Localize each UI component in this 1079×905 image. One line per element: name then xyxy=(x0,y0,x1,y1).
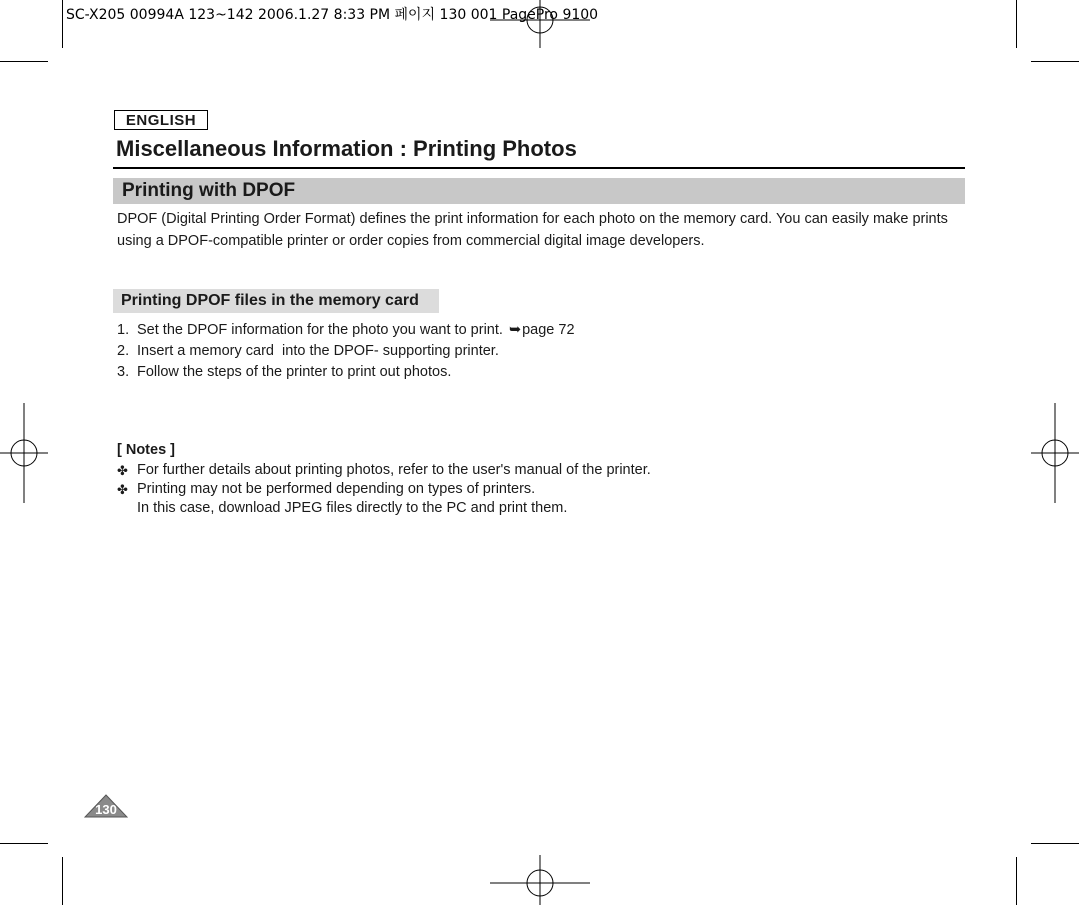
notes-heading: [ Notes ] xyxy=(117,442,175,458)
step-number: 1. xyxy=(117,322,130,338)
list-item xyxy=(117,362,575,383)
note-text: Printing may not be performed depending on types of printers. xyxy=(137,481,536,497)
page-number: 130 xyxy=(95,802,117,817)
list-item xyxy=(117,461,651,480)
crop-mark xyxy=(0,61,48,62)
cross-bullet-icon: ✤ xyxy=(117,482,128,497)
step-text: Follow the steps of the printer to print out photos. xyxy=(137,364,452,380)
registration-mark-icon xyxy=(0,403,48,503)
arrow-right-icon: ➥ xyxy=(508,322,522,338)
crop-mark xyxy=(1016,0,1017,48)
list-item xyxy=(117,320,575,341)
cross-bullet-icon: ✤ xyxy=(117,463,128,478)
crop-mark xyxy=(62,0,63,48)
steps-list xyxy=(117,320,575,383)
registration-mark-icon xyxy=(1031,403,1079,503)
crop-mark xyxy=(0,843,48,844)
list-item xyxy=(117,341,575,362)
note-text: For further details about printing photos, refer to the user's manual of the printer. xyxy=(137,462,651,478)
page-reference: page 72 xyxy=(522,322,575,338)
step-text: Insert a memory card into the DPOF- supporting printer. xyxy=(137,343,499,359)
step-number: 3. xyxy=(117,364,130,380)
section-title: Printing with DPOF xyxy=(122,180,296,201)
subsection-title: Printing DPOF files in the memory card xyxy=(121,292,419,309)
registration-mark-icon xyxy=(490,855,590,905)
crop-mark xyxy=(1031,843,1079,844)
page-number-badge xyxy=(84,794,128,818)
print-header: SC-X205 00994A 123~142 2006.1.27 8:33 PM 페이지 130 001 PagePro 9100 xyxy=(66,7,599,23)
note-continuation: In this case, download JPEG files directly to the PC and print them. xyxy=(137,500,568,516)
list-item xyxy=(117,480,651,499)
language-tag: ENGLISH xyxy=(114,110,208,130)
page-title: Miscellaneous Information : Printing Photos xyxy=(116,136,577,161)
intro-paragraph: DPOF (Digital Printing Order Format) defines the print information for each photo on the memory card. You can easily make prints using a DPOF-compatible printer or order copies from commercial digital image developers. xyxy=(117,211,948,249)
title-divider xyxy=(113,167,965,169)
step-text: Set the DPOF information for the photo you want to print. xyxy=(137,322,507,338)
crop-mark xyxy=(1031,61,1079,62)
step-number: 2. xyxy=(117,343,130,359)
notes-list xyxy=(117,461,651,518)
crop-mark xyxy=(62,857,63,905)
crop-mark xyxy=(1016,857,1017,905)
